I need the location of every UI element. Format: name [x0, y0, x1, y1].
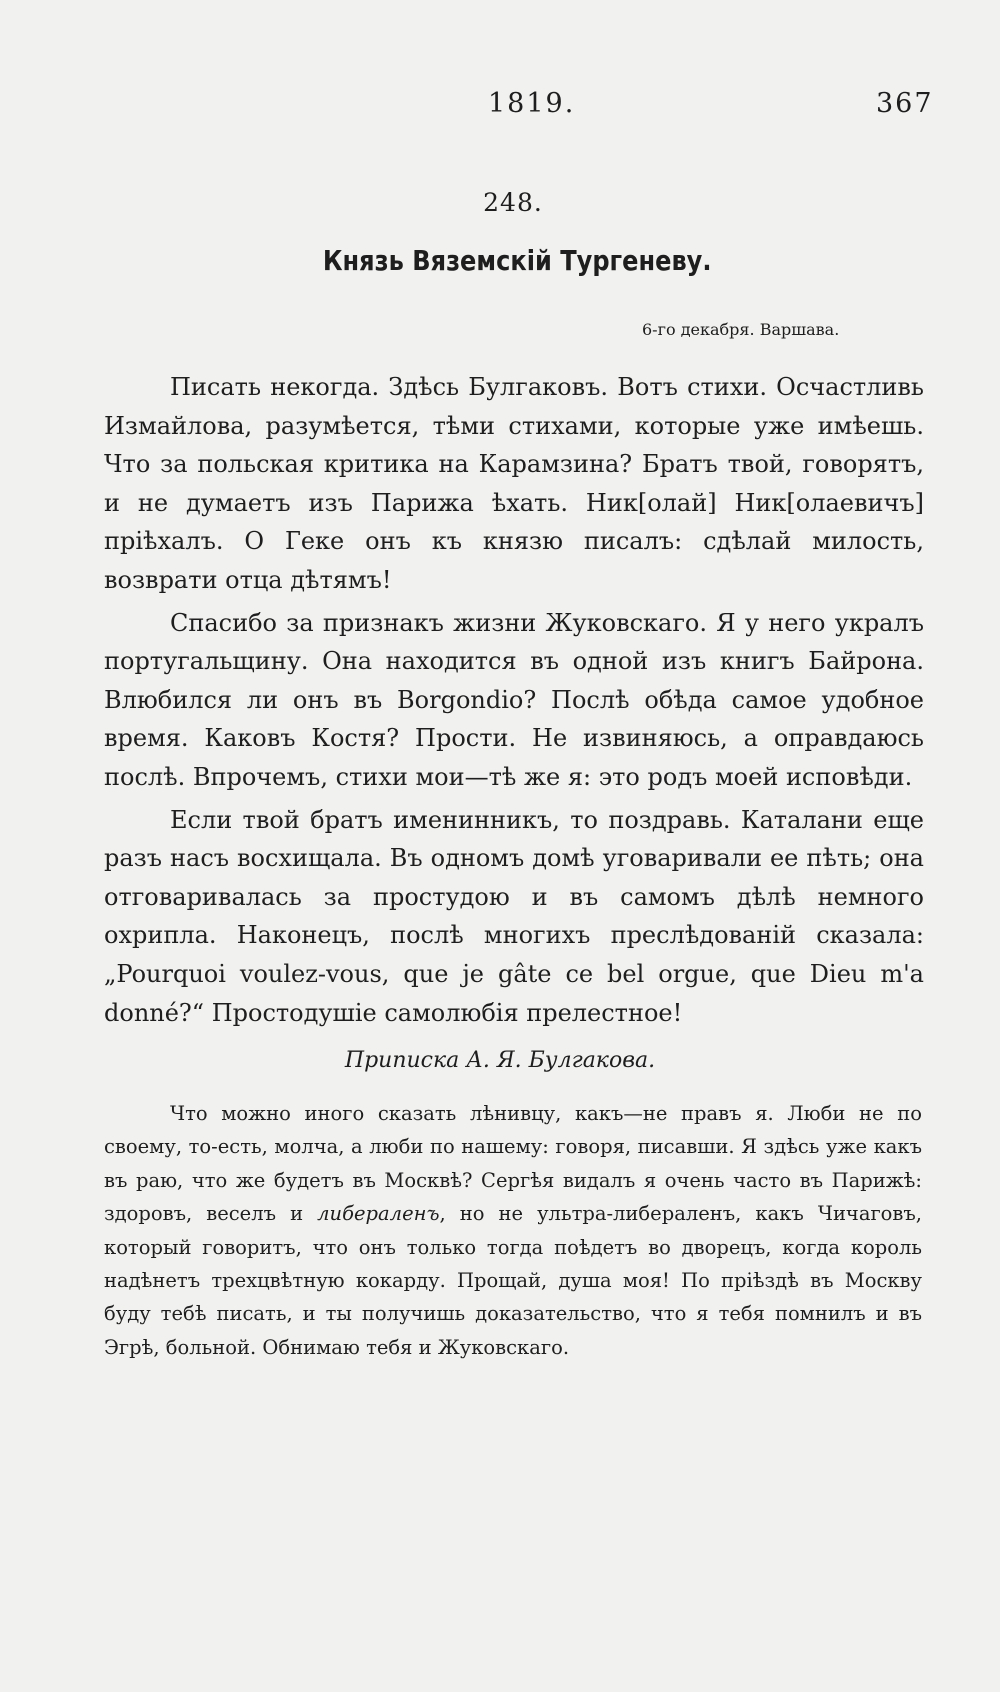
postscript-body: [104, 1097, 922, 1364]
letter-number: 248.: [483, 188, 543, 217]
postscript-text-start: Что можно иного сказать лѣнивцу, какъ—не правъ я. Люби не по своему, то-есть, молча, а люби по нашему: говоря, писавши. Я здѣсь уже какъ въ раю, что же будетъ въ Москвѣ? Сергѣя видалъ я очень часто въ Парижѣ: здоровъ, веселъ и: [104, 1102, 922, 1226]
running-head: [0, 88, 1000, 128]
postscript-paragraph: [104, 1097, 922, 1364]
letter-paragraph: Спасибо за признакъ жизни Жуковскаго. Я у него укралъ португальщину. Она находится въ одной изъ книгъ Байрона. Влюбился ли онъ въ Borgondio? Послѣ обѣда самое удобное время. Каковъ Костя? Прости. Не извиняюсь, а оправдаюсь послѣ. Впрочемъ, стихи мои—тѣ же я: это родъ моей исповѣди.: [104, 608, 924, 791]
page-number: 367: [876, 88, 934, 119]
letter-title: Князь Вяземскій Тургеневу.: [322, 244, 712, 277]
postscript-text-end: , но не ультра-либераленъ, какъ Чичаговъ, который говоритъ, что онъ только тогда поѣдетъ во дворецъ, когда король надѣнетъ трехцвѣтную кокарду. Прощай, душа моя! По пріѣздѣ въ Москву буду тебѣ писать, и ты получишь доказательство, что я тебя помнилъ и въ Эгрѣ, больной. Обнимаю тебя и Жуковскаго.: [104, 1202, 922, 1359]
running-head-year: 1819.: [488, 88, 576, 119]
letter-paragraph: Писать некогда. Здѣсь Булгаковъ. Вотъ стихи. Осчастливь Измайлова, разумѣется, тѣми стихами, которые уже имѣешь. Что за польская критика на Карамзина? Братъ твой, говорятъ, и не думаетъ изъ Парижа ѣхать. Ник[олай] Ник[олаевичъ] пріѣхалъ. О Геке онъ къ князю писалъ: сдѣлай милость, возврати отца дѣтямъ!: [104, 373, 924, 594]
letter-body: [104, 368, 924, 1036]
postscript-italic-word: либераленъ: [317, 1202, 440, 1226]
postscript-title: Приписка А. Я. Булгакова.: [344, 1048, 656, 1073]
letter-dateline: 6-го декабря. Варшава.: [642, 320, 840, 339]
letter-paragraph: Если твой братъ именинникъ, то поздравь. Каталани еще разъ насъ восхищала. Въ одномъ домѣ уговаривали ее пѣть; она отговаривалась за простудою и въ самомъ дѣлѣ немного охрипла. Наконецъ, послѣ многихъ преслѣдованій сказала: „Pourquoi voulez-vous, que je gâte ce bel orgue, que Dieu m'a donné?“ Простодушіе самолюбія прелестное!: [104, 805, 924, 1027]
